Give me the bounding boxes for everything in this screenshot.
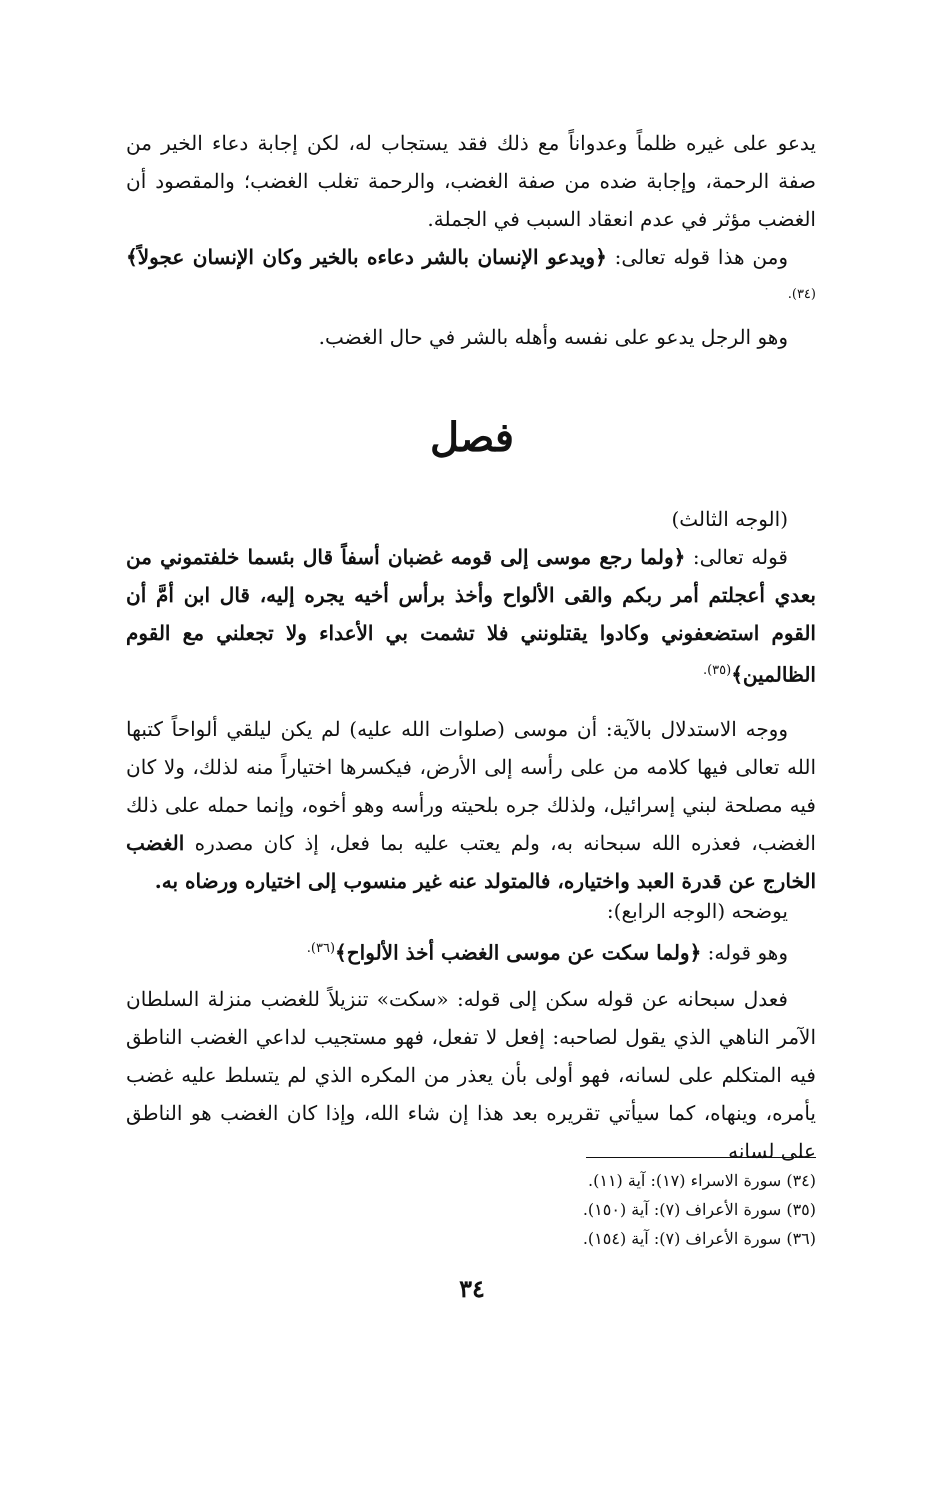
- footnote-35: (٣٥) سورة الأعراف (٧): آية (١٥٠).: [582, 1200, 816, 1219]
- footnote-ref-35: (٣٥).: [702, 663, 732, 678]
- fourth-aspect-block: [126, 892, 816, 1170]
- fourth-aspect-label: يوضحه (الوجه الرابع):: [606, 899, 788, 923]
- paragraph-verse-araf-150: [126, 538, 816, 694]
- page-number: ٣٤: [459, 1274, 485, 1303]
- section-heading: فصل: [429, 414, 515, 461]
- quran-verse-araf-150: ﴿ولما رجع موسى إلى قومه غضبان أسفاً قال بئسما خلفتموني من بعدي أعجلتم أمر ربكم والقى الألواح وأخذ برأس أخيه يجره إليه، قال ابن أمَّ أن القوم استضعفوني وكادوا يقتلونني فلا تشمت بي الأعداء ولا تجعلني مع القوم الظالمين﴾: [126, 545, 816, 687]
- footnote-divider: [586, 1157, 816, 1158]
- paragraph-verse-isra: [126, 238, 816, 318]
- footnote-34: (٣٤) سورة الاسراء (١٧): آية (١١).: [588, 1171, 816, 1190]
- bold-conclusion: الغضب الخارج عن قدرة العبد واختياره، فالمتولد عنه غير منسوب إلى اختياره ورضاه به.: [126, 830, 816, 893]
- footnote-ref-34: (٣٤).: [787, 287, 816, 302]
- third-aspect-block: [126, 500, 816, 900]
- verse-lead: ومن هذا قوله تعالى:: [606, 245, 788, 269]
- paragraph-explanation: وهو الرجل يدعو على نفسه وأهله بالشر في حال الغضب.: [318, 324, 788, 349]
- paragraph-sakata: فعدل سبحانه عن قوله سكن إلى قوله: «سكت» تنزيلاً للغضب منزلة السلطان الآمر الناهي الذي يقول لصاحبه: إفعل لا تفعل، فهو مستجيب لداعي الغضب الناطق فيه المتكلم على لسانه، فهو أولى بأن يعذر من المكره الذي لم يتسلط عليه غضب يأمره، وينهاه، كما سيأتي تقريره بعد هذا إن شاء الله، وإذا كان الغضب هو الناطق على لسانه: [126, 986, 816, 1163]
- quran-verse-araf-154: ﴿ولما سكت عن موسى الغضب أخذ الألواح﴾: [335, 940, 702, 965]
- footnotes: [126, 1166, 816, 1253]
- third-aspect-label: (الوجه الثالث): [671, 507, 788, 531]
- paragraph-ghadab-effect: يدعو على غيره ظلماً وعدواناً مع ذلك فقد يستجاب له، لكن إجابة دعاء الخير من صفة الرحمة، وإجابة ضده من صفة الغضب، والرحمة تغلب الغضب؛ والمقصود أن الغضب مؤثر في عدم انعقاد السبب في الجملة.: [126, 131, 816, 231]
- paragraph-verse-araf-154: [126, 930, 816, 972]
- footnote-ref-36: (٣٦).: [306, 941, 336, 956]
- verse-lead: وهو قوله:: [701, 940, 788, 965]
- quran-verse-isra: ﴿ويدعو الإنسان بالشر دعاءه بالخير وكان الإنسان عجولاً﴾: [126, 245, 607, 269]
- opening-block: [126, 124, 816, 356]
- paragraph-inference: ووجه الاستدلال بالآية: أن موسى (صلوات الله عليه) لم يكن ليلقي ألواحاً كتبها الله تعالى فيها كلامه من على رأسه إلى الأرض، فيكسرها اختياراً منه لذلك، ولا كان فيه مصلحة لبني إسرائيل، ولذلك جره بلحيته ورأسه وهو أخوه، وإنما حمله على ذلك الغضب، فعذره الله سبحانه به، ولم يعتب عليه بما فعل، إذ كان مصدره الغضب الخارج عن قدرة العبد واختياره، فالمتولد عنه غير منسوب إلى اختياره ورضاه به.: [126, 716, 816, 893]
- verse-lead: قوله تعالى:: [685, 545, 788, 569]
- footnote-36: (٣٦) سورة الأعراف (٧): آية (١٥٤).: [582, 1229, 816, 1248]
